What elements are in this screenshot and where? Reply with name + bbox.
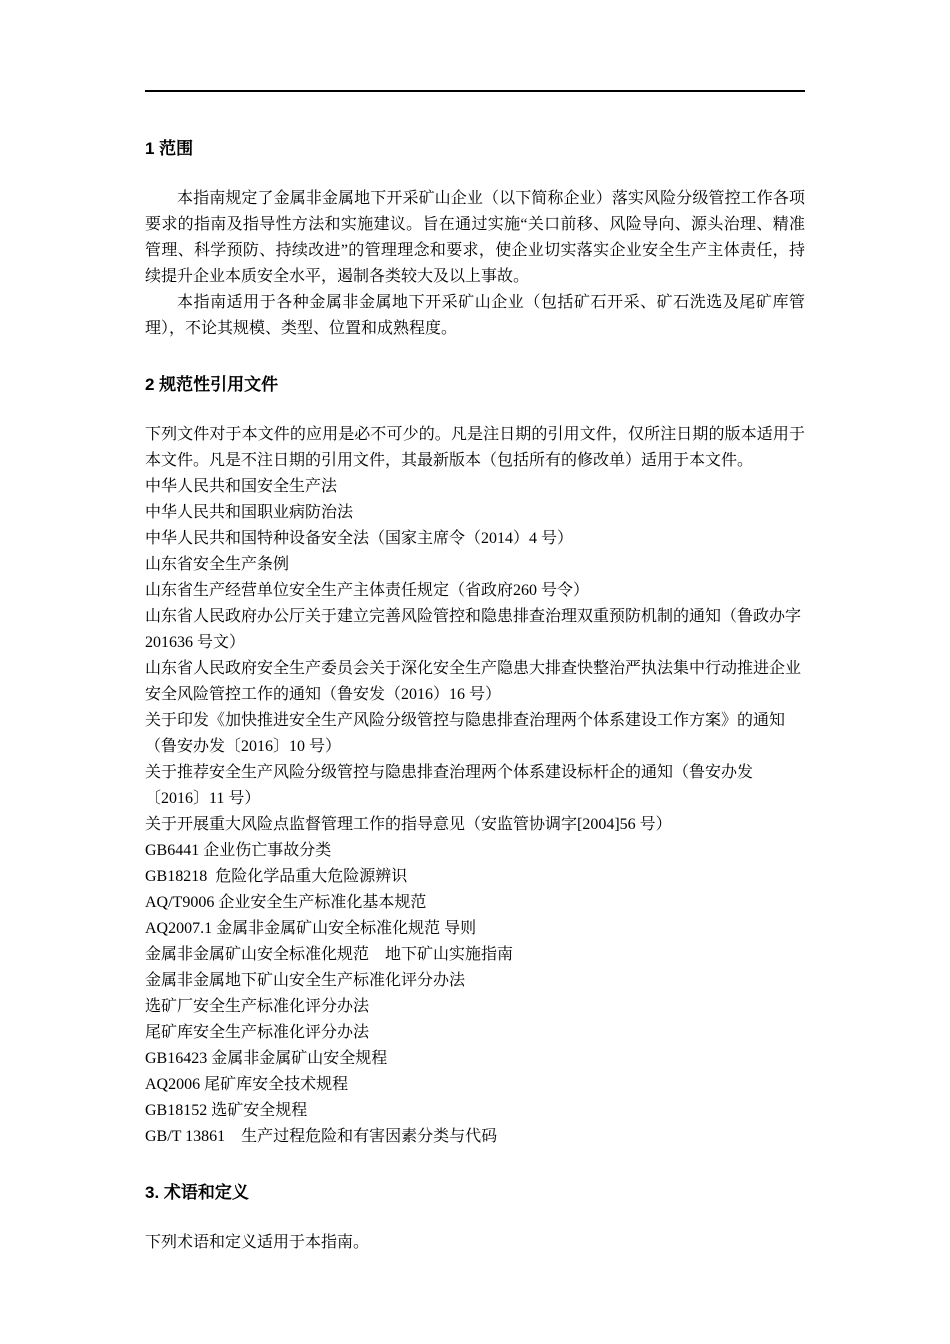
- reference-item: 山东省生产经营单位安全生产主体责任规定（省政府260 号令）: [145, 582, 590, 599]
- reference-item: AQ2007.1 金属非金属矿山安全标准化规范 导则: [145, 920, 477, 937]
- reference-item: 中华人民共和国特种设备安全法（国家主席令（2014）4 号）: [145, 530, 574, 547]
- section-3-paragraph-1: 下列术语和定义适用于本指南。: [145, 1234, 370, 1251]
- reference-item: 关于印发《加快推进安全生产风险分级管控与隐患排查治理两个体系建设工作方案》的通知（鲁安办发〔2016〕10 号）: [145, 712, 786, 755]
- section-1-paragraph-1: 本指南规定了金属非金属地下开采矿山企业（以下简称企业）落实风险分级管控工作各项要求的指南及指导性方法和实施建议。旨在通过实施“关口前移、风险导向、源头治理、精准管理、科学预防、持续改进”的管理理念和要求，使企业切实落实企业安全生产主体责任，持续提升企业本质安全水平，遏制各类较大及以上事故。: [145, 190, 805, 285]
- reference-item: AQ2006 尾矿库安全技术规程: [145, 1076, 349, 1093]
- reference-item: 中华人民共和国职业病防治法: [145, 504, 354, 521]
- section-3-heading: 3. 术语和定义: [145, 1183, 249, 1202]
- reference-item: 中华人民共和国安全生产法: [145, 478, 338, 495]
- reference-item: GB18152 选矿安全规程: [145, 1102, 308, 1119]
- document-content: [145, 138, 805, 1256]
- reference-item: 金属非金属矿山安全标准化规范 地下矿山实施指南: [145, 946, 514, 963]
- reference-item: 选矿厂安全生产标准化评分办法: [145, 998, 370, 1015]
- reference-item: GB6441 企业伤亡事故分类: [145, 842, 332, 859]
- reference-list: [145, 474, 805, 1150]
- reference-item: 山东省人民政府办公厅关于建立完善风险管控和隐患排查治理双重预防机制的通知（鲁政办字 201636 号文）: [145, 608, 806, 651]
- reference-item: 金属非金属地下矿山安全生产标准化评分办法: [145, 972, 466, 989]
- reference-item: 关于开展重大风险点监督管理工作的指导意见（安监管协调字[2004]56 号）: [145, 816, 672, 833]
- reference-item: 山东省人民政府安全生产委员会关于深化安全生产隐患大排查快整治严执法集中行动推进企业安全风险管控工作的通知（鲁安发（2016）16 号）: [145, 660, 802, 703]
- reference-item: GB16423 金属非金属矿山安全规程: [145, 1050, 388, 1067]
- reference-item: 山东省安全生产条例: [145, 556, 290, 573]
- reference-item: GB18218 危险化学品重大危险源辨识: [145, 868, 408, 885]
- reference-item: 关于推荐安全生产风险分级管控与隐患排查治理两个体系建设标杆企的通知（鲁安办发〔2016〕11 号）: [145, 764, 754, 807]
- section-2-intro: 下列文件对于本文件的应用是必不可少的。凡是注日期的引用文件，仅所注日期的版本适用于本文件。凡是不注日期的引用文件，其最新版本（包括所有的修改单）适用于本文件。: [145, 426, 805, 469]
- header-rule: [145, 90, 805, 92]
- section-1-paragraph-2: 本指南适用于各种金属非金属地下开采矿山企业（包括矿石开采、矿石洗选及尾矿库管理），不论其规模、类型、位置和成熟程度。: [145, 294, 805, 337]
- reference-item: AQ/T9006 企业安全生产标准化基本规范: [145, 894, 427, 911]
- section-2-heading: 2 规范性引用文件: [145, 375, 279, 394]
- section-1-heading: 1 范围: [145, 139, 194, 158]
- reference-item: GB/T 13861 生产过程危险和有害因素分类与代码: [145, 1128, 498, 1145]
- reference-item: 尾矿库安全生产标准化评分办法: [145, 1024, 370, 1041]
